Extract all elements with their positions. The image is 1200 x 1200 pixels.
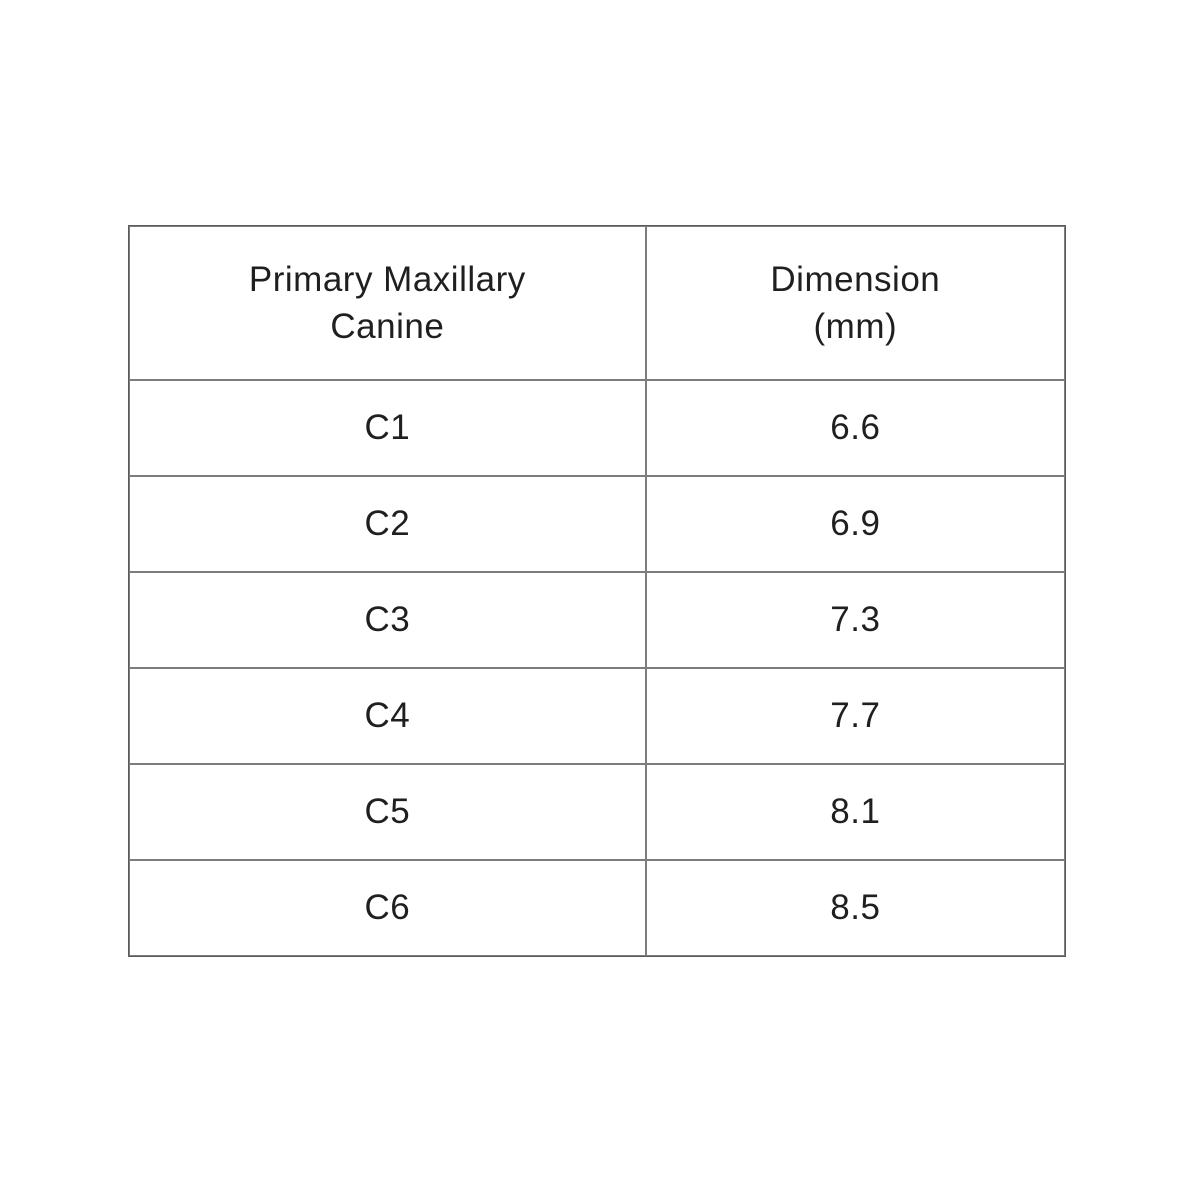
cell-canine: C1 xyxy=(129,380,646,476)
table-row xyxy=(129,476,1065,572)
table-row xyxy=(129,764,1065,860)
header-canine-line2: Canine xyxy=(330,307,445,346)
table-row xyxy=(129,860,1065,956)
cell-dimension: 6.9 xyxy=(646,476,1065,572)
cell-dimension: 8.5 xyxy=(646,860,1065,956)
primary-maxillary-canine-table xyxy=(128,225,1066,957)
header-cell-canine xyxy=(129,226,646,380)
cell-canine: C6 xyxy=(129,860,646,956)
cell-dimension: 7.3 xyxy=(646,572,1065,668)
header-dimension-line1: Dimension xyxy=(770,259,941,299)
cell-dimension: 7.7 xyxy=(646,668,1065,764)
cell-dimension: 8.1 xyxy=(646,764,1065,860)
cell-canine: C4 xyxy=(129,668,646,764)
header-dimension-line2: (mm) xyxy=(813,307,898,346)
table-row xyxy=(129,668,1065,764)
header-cell-dimension xyxy=(646,226,1065,380)
cell-canine: C3 xyxy=(129,572,646,668)
table-row xyxy=(129,380,1065,476)
cell-dimension: 6.6 xyxy=(646,380,1065,476)
table-header-row xyxy=(129,226,1065,380)
header-canine-line1: Primary Maxillary xyxy=(248,259,526,299)
table-row xyxy=(129,572,1065,668)
cell-canine: C5 xyxy=(129,764,646,860)
cell-canine: C2 xyxy=(129,476,646,572)
